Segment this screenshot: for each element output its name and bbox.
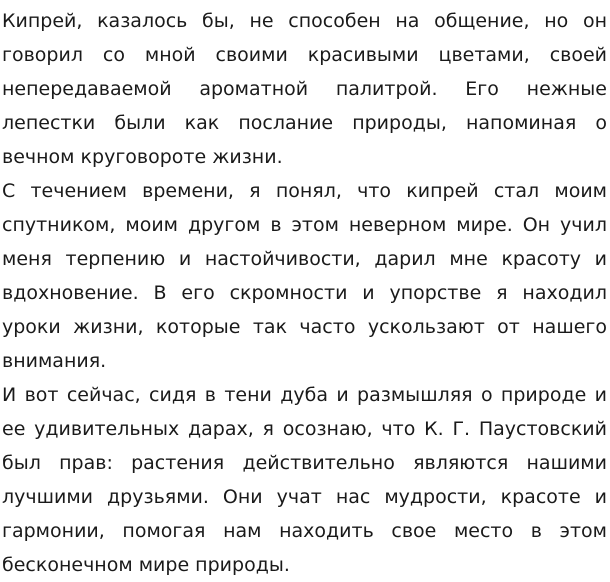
paragraph-2: С течением времени, я понял, что кипрей стал моим спутником, моим другом в этом неверном мире. Он учил меня терпению и настойчивости, дарил мне красоту и вдохновение. В его скромности и упорстве я находил уроки жизни, которые так часто ускользают от нашего внимания. [2,180,607,372]
paragraph-3: И вот сейчас, сидя в тени дуба и размышляя о природе и ее удивительных дарах, я осознаю, что К. Г. Паустовский был прав: растения действительно являются нашими лучшими друзьями. Они учат нас мудрости, красоте и гармонии, помогая нам находить свое место в этом бесконечном мире природы. [2,384,607,576]
paragraph-1: Кипрей, казалось бы, не способен на общение, но он говорил со мной своими красивыми цветами, своей непередаваемой ароматной палитрой. Его нежные лепестки были как послание природы, напоминая о вечном круговороте жизни. [2,10,607,168]
